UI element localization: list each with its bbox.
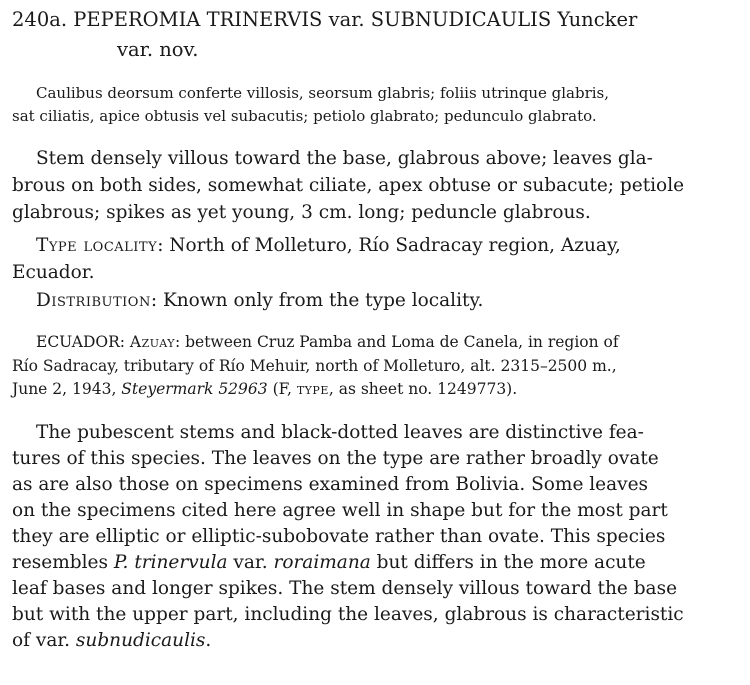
- taxon-name: P. trinervula: [113, 552, 228, 573]
- description-line: brous on both sides, somewhat ciliate, apex obtuse or subacute; petiole: [12, 175, 685, 196]
- specimen-province: Azuay: [129, 333, 175, 351]
- species-heading-cont: var. nov.: [117, 38, 199, 61]
- discussion-line: tures of this species. The leaves on the type are rather broadly ovate: [12, 448, 659, 469]
- discussion-line: they are elliptic or elliptic-subobovate rather than ovate. This species: [12, 526, 666, 547]
- discussion-line: as are also those on specimens examined from Bolivia. Some leaves: [12, 474, 649, 495]
- discussion-line: but with the upper part, including the leaves, glabrous is characteristic: [12, 604, 684, 625]
- discussion-line: leaf bases and longer spikes. The stem densely villous toward the base: [12, 578, 678, 599]
- type-locality-cont: Ecuador.: [12, 262, 95, 283]
- collector-number: Steyermark 52963: [121, 380, 268, 398]
- description-line: glabrous; spikes as yet young, 3 cm. long; peduncle glabrous.: [12, 202, 591, 223]
- specimen-line: Río Sadracay, tributary of Río Mehuir, north of Molleturo, alt. 2315–2500 m.,: [12, 357, 617, 375]
- distribution-line: Distribution: Known only from the type locality.: [36, 290, 484, 311]
- specimen-line: June 2, 1943, Steyermark 52963 (F, type, as sheet no. 1249773).: [12, 380, 518, 398]
- type-locality-label: Type locality: [36, 235, 158, 256]
- discussion-line: The pubescent stems and black-dotted leaves are distinctive fea-: [36, 422, 644, 443]
- latin-diagnosis-line: sat ciliatis, apice obtusis vel subacutis; petiolo glabrato; pedunculo glabrato.: [12, 107, 597, 125]
- variety-name: roraimana: [273, 552, 371, 573]
- type-designation: type: [296, 380, 329, 398]
- discussion-line: resembles P. trinervula var. roraimana but differs in the more acute: [12, 552, 646, 573]
- description-line: Stem densely villous toward the base, glabrous above; leaves gla-: [36, 148, 653, 169]
- specimen-line: ECUADOR: Azuay: between Cruz Pamba and Loma de Canela, in region of: [36, 333, 619, 351]
- distribution-label: Distribution: [36, 290, 151, 311]
- discussion-line: on the specimens cited here agree well in shape but for the most part: [12, 500, 668, 521]
- latin-diagnosis-line: Caulibus deorsum conferte villosis, seorsum glabris; foliis utrinque glabris,: [36, 84, 610, 102]
- species-heading: 240a. PEPEROMIA TRINERVIS var. SUBNUDICAULIS Yuncker: [12, 8, 638, 31]
- type-locality-line: Type locality: North of Molleturo, Río Sadracay region, Azuay,: [36, 235, 621, 256]
- discussion-line: of var. subnudicaulis.: [12, 630, 212, 651]
- specimen-country: ECUADOR: [36, 333, 120, 351]
- variety-name: subnudicaulis: [75, 630, 206, 651]
